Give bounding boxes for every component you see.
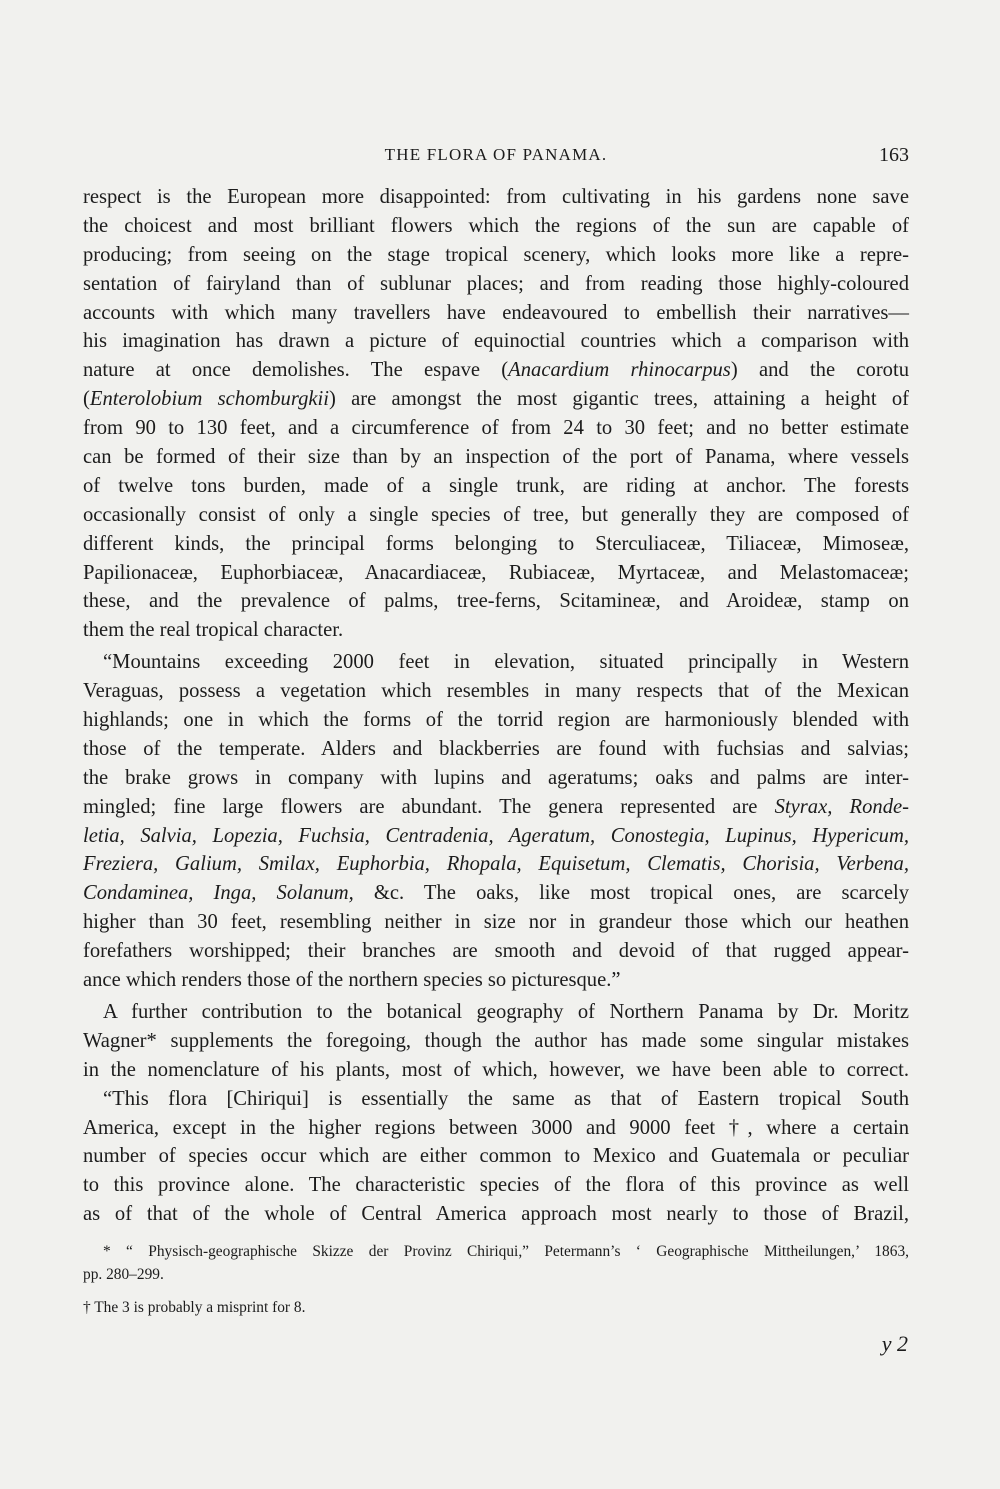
footnotes	[83, 1240, 909, 1319]
text-line: forefathers worshipped; their branches are smooth and devoid of that rugged appear-	[83, 940, 909, 963]
page-number: 163	[879, 144, 909, 166]
genera-list: Styrax, Ronde-	[774, 795, 909, 818]
running-title: THE FLORA OF PANAMA.	[384, 145, 608, 164]
genera-list: Condaminea, Inga, Solanum,	[83, 882, 354, 905]
text-line: “Mountains exceeding 2000 feet in elevation, situated principally in Western	[103, 651, 909, 674]
text-line: of twelve tons burden, made of a single trunk, are riding at anchor. The forests	[83, 474, 909, 497]
body-text	[83, 183, 909, 1229]
text-line: in the nomenclature of his plants, most of which, however, we have been able to correct.	[83, 1058, 909, 1081]
text-line: sentation of fairyland than of sublunar places; and from reading those highly-coloured	[83, 272, 909, 295]
text-line: Condaminea, Inga, Solanum, &c. The oaks, like most tropical ones, are scarcely	[83, 882, 909, 905]
running-head	[83, 142, 909, 168]
text-line: from 90 to 130 feet, and a circumference of from 24 to 30 feet; and no better estimate	[83, 417, 909, 440]
footnote-1-continued: pp. 280–299.	[83, 1266, 164, 1283]
text-line: the choicest and most brilliant flowers which the regions of the sun are capable of	[83, 214, 909, 237]
text-line: occasionally consist of only a single species of tree, but generally they are composed of	[83, 503, 909, 526]
text-line: Papilionaceæ, Euphorbiaceæ, Anacardiaceæ, Rubiaceæ, Myrtaceæ, and Melastomaceæ;	[83, 561, 909, 584]
text-line: producing; from seeing on the stage tropical scenery, which looks more like a repre-	[83, 243, 909, 266]
text-line: Veraguas, possess a vegetation which resembles in many respects that of the Mexican	[83, 680, 909, 703]
genera-list: Freziera, Galium, Smilax, Euphorbia, Rhopala, Equisetum, Clematis, Chorisia, Verbena,	[83, 853, 909, 876]
text-line: different kinds, the principal forms belonging to Sterculiaceæ, Tiliaceæ, Mimoseæ,	[83, 532, 909, 555]
text-line: Wagner* supplements the foregoing, though the author has made some singular mistakes	[83, 1029, 909, 1052]
footnote-1: * “ Physisch-geographische Skizze der Provinz Chiriqui,” Petermann’s ‘ Geographische Mittheilungen,’ 1863,	[103, 1243, 909, 1260]
text-line: as of that of the whole of Central America approach most nearly to those of Brazil,	[83, 1203, 909, 1226]
species-name: Enterolobium schomburgkii	[89, 388, 329, 411]
text-line: mingled; fine large flowers are abundant. The genera represented are Styrax, Ronde-	[83, 795, 909, 818]
text-line: “This flora [Chiriqui] is essentially the same as that of Eastern tropical South	[103, 1087, 909, 1110]
text-line: these, and the prevalence of palms, tree-ferns, Scitamineæ, and Aroideæ, stamp on	[83, 590, 909, 613]
text-line: the brake grows in company with lupins and ageratums; oaks and palms are inter-	[83, 766, 909, 789]
text-line: A further contribution to the botanical geography of Northern Panama by Dr. Moritz	[103, 1000, 909, 1023]
text-line: those of the temperate. Alders and blackberries are found with fuchsias and salvias;	[83, 737, 909, 760]
text-line: higher than 30 feet, resembling neither in size nor in grandeur those which our heathen	[83, 911, 909, 934]
signature-mark: y 2	[881, 1331, 908, 1356]
text-line: them the real tropical character.	[83, 619, 344, 642]
text-line: number of species occur which are either common to Mexico and Guatemala or peculiar	[83, 1145, 909, 1168]
footnote-2: † The 3 is probably a misprint for 8.	[83, 1299, 306, 1316]
text-line: highlands; one in which the forms of the torrid region are harmoniously blended with	[83, 709, 909, 732]
species-name: Anacardium rhinocarpus	[508, 359, 731, 382]
text-line: nature at once demolishes. The espave (Anacardium rhinocarpus) and the corotu	[83, 359, 909, 382]
text-line: to this province alone. The characteristic species of the flora of this province as well	[83, 1174, 909, 1197]
genera-list: letia, Salvia, Lopezia, Fuchsia, Centradenia, Ageratum, Conostegia, Lupinus, Hypericum,	[83, 824, 909, 847]
text-line: ance which renders those of the northern species so picturesque.”	[83, 969, 621, 992]
text-line: America, except in the higher regions between 3000 and 9000 feet †, where a certain	[83, 1116, 909, 1139]
text-line: (Enterolobium schomburgkii) are amongst the most gigantic trees, attaining a height of	[83, 388, 909, 411]
text-line: his imagination has drawn a picture of equinoctial countries which a comparison with	[83, 330, 909, 353]
text-line: accounts with which many travellers have endeavoured to embellish their narratives—	[83, 301, 909, 324]
text-line: can be formed of their size than by an inspection of the port of Panama, where vessels	[83, 446, 909, 469]
text-line: respect is the European more disappointed: from cultivating in his gardens none save	[83, 186, 909, 208]
